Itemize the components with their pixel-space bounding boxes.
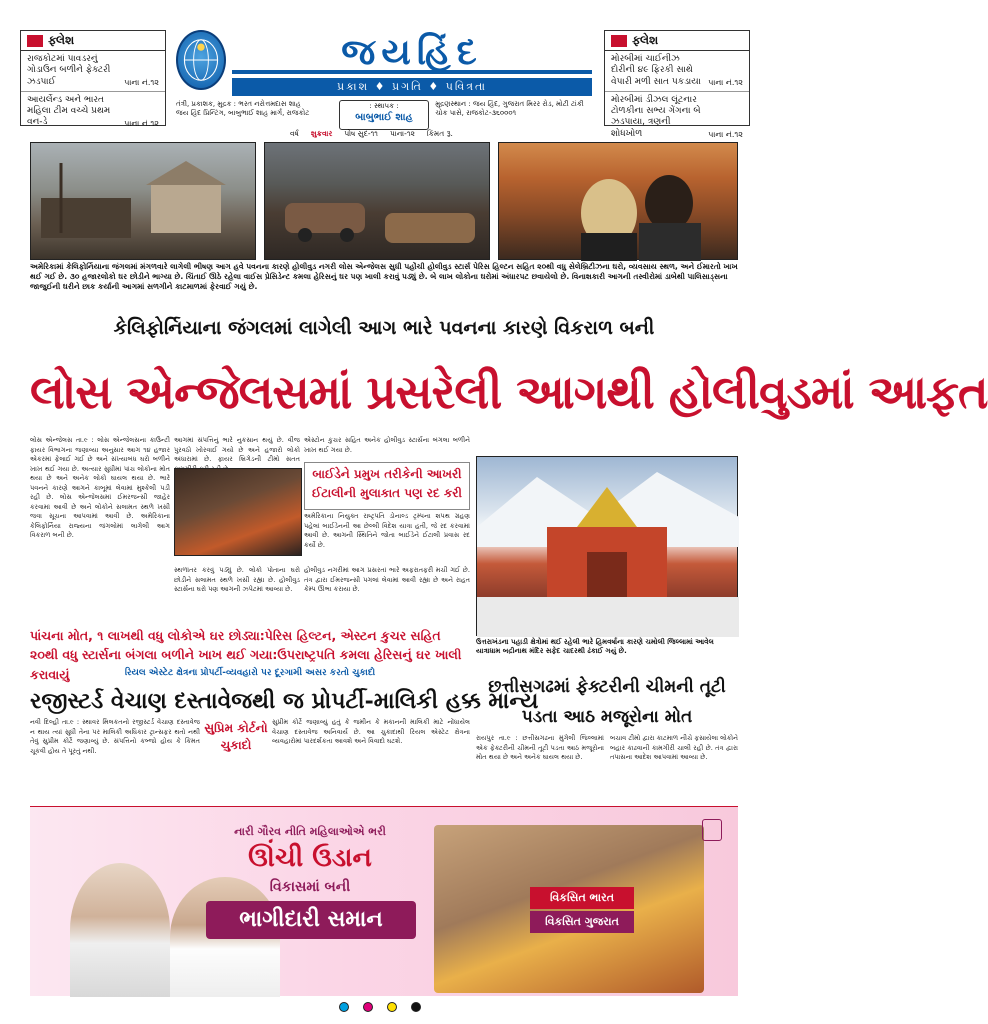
chimney-headline: છત્તીસગઢમાં ફેક્ટરીની ચીમની તૂટી પડતા આઠ મજૂરોના મોત xyxy=(488,677,726,727)
story-column: સ્થળાંતર કરવું પડ્યું છે. લોકો પોતાના ઘરો છોડીને સલામત સ્થળે ખસી રહ્યા છે. હોલીવુડ સ્ટાર્સના ઘરો પણ આગની ઝપેટમાં આવ્યા છે. xyxy=(174,566,300,594)
property-headline: રજીસ્ટર્ડ વેચાણ દસ્તાવેજથી જ પ્રોપર્ટી-માલિકી હક્ક માન્ય xyxy=(30,688,539,714)
property-story: નવી દિલ્હી તા.૯ : સ્થાવર મિલકતનો રજીસ્ટર્ડ વેચાણ દસ્તાવેજ ન થાય ત્યાં સુધી તેના પર માલિકી અધિકાર ટ્રાન્સફર થતો નથી તેવું સુપ્રીમ કોર્ટે જણાવ્યું છે. સંપત્તિનો કબ્જો હોય કે કિંમત ચૂકવી હોય તે પૂરતું નથી. xyxy=(30,718,200,755)
flash-bar-icon xyxy=(27,35,43,47)
masthead-title: જયહિંદ xyxy=(232,30,592,74)
photo-caption: અમેરિકામાં કેલિફોર્નિયાના જંગલમાં મંગળવારે લાગેલી ભીષણ આગ હવે પવનના કારણે હોલીવુડ નગરી લોસ એન્જેલસ સુધી પહોંચી હોલીવુડ સ્ટાર્સ પેરિસ હિલ્ટન સહિત ૨૦થી વધુ સેલેબ્રિટીઝના ઘરો, વ્યવસાય સ્થળ, અને ઈમારતો ખાખ થઈ ગઈ છે. ૩૦ હજારલોકો ઘર છોડીને ભાગ્યા છે. ચિંતાઈ ઊઠે રહેલા વાઈસ પ્રેસિડેન્ટ કમલા હેરિસનું ઘર પણ ખાલી કરાવું પડ્યું છે. બે લાખ લોકોના ઘરોમાં અંધારપટ છવાયેલો છે. વિનાશકારી આગની તસ્વીરોમાં ડાબેથી પાલિસાડ્સના જાજુઈની ઘરીને છાક કર્યાની આગમાં સળગીને કાટમાળમાં ફેરવાઈ ગયું છે. xyxy=(30,262,738,292)
story-column: હોલીવુડ નગરીમાં આગ પ્રસરતાં ભારે અફરાતફરી મચી ગઈ છે. તંત્ર દ્વારા ઈમરજન્સી પગલાં લેવામાં આવી રહ્યા છે અને રાહત કેમ્પ ઊભા કરાયા છે. xyxy=(304,566,470,594)
government-advertisement[interactable] xyxy=(30,806,738,996)
ad-line: નારી ગૌરવ નીતિ મહિલાઓએ ભરી xyxy=(234,825,386,838)
main-headline: લોસ એન્જેલસમાં પ્રસરેલી આગથી હોલીવુડમાં આફત xyxy=(30,365,988,419)
yellow-mark-icon xyxy=(387,1002,397,1012)
biden-story: અમેરિકાના નિયુક્ત રાષ્ટ્રપતિ ડોનાલ્ડ ટ્રમ્પના શપથ ગ્રહણ પહેલાં બાઈડેનની આ છેલ્લી વિદેશ યાત્રા હતી, જે રદ કરવામાં આવી છે. આગની સ્થિતિને જોતા બાઈડેને ઈટાલી પ્રવાસ રદ કર્યો છે. xyxy=(304,512,470,549)
print-registration-marks xyxy=(230,1000,530,1014)
ad-badge: વિકસિત ભારત xyxy=(530,887,634,909)
issue-day: શુક્રવાર xyxy=(310,129,333,138)
flash-right-header xyxy=(605,31,749,51)
masthead xyxy=(176,30,592,108)
ad-line: વિકાસમાં બની xyxy=(269,879,351,895)
kicker: રિયલ એસ્ટેટ ક્ષેત્રના પ્રોપર્ટી-વ્યવહારો પર દૂરગામી અસર કરતો ચુકાદો xyxy=(124,668,376,678)
masthead-tagline: પ્રકાશ ♦ પ્રગતિ ♦ પવિત્રતા xyxy=(232,78,592,96)
address-credits: મુદ્રણસ્થાન : જય હિંદ, ગુજરાત મિરર રોડ, મોટી ટાંકી ચોક પાસે, રાજકોટ-૩૬૦૦૦૧ xyxy=(435,100,584,118)
flash-left-header xyxy=(21,31,165,51)
founder-box xyxy=(339,100,429,130)
issue-line xyxy=(290,129,590,141)
flash-item-page: પાના નં.૧૨ xyxy=(124,77,159,87)
cyan-mark-icon xyxy=(339,1002,349,1012)
magenta-mark-icon xyxy=(363,1002,373,1012)
flash-item-page: પાના નં.૧૨ xyxy=(124,118,159,128)
flash-item-text: રાજકોટમાં પાવડરનું ગોડાઉન બળીને ફેક્ટરી ઝડપાઈ xyxy=(27,54,111,87)
story-column: આગમાં સંપત્તિનું ભારે નુકસાન થયું છે. વીજ પુરવઠો ખોરવાઈ ગયો છે અને હજારો લોકો અંધારામાં છે. ફાયર બ્રિગેડની ટીમો સતત xyxy=(174,436,300,464)
flash-right-item[interactable] xyxy=(605,92,749,143)
badrinath-temple-photo xyxy=(476,456,738,636)
black-mark-icon xyxy=(411,1002,421,1012)
chimney-story: રાયપુર તા.૯ : છત્તીસગઢના મુંગેલી જિલ્લામાં એક ફેક્ટરીની ચીમની તૂટી પડતા આઠ મજૂરોના મોત થયા છે અને અનેક ઘાયલ થયા છે. xyxy=(476,734,604,762)
flash-item-page: પાના નં.૧૨ xyxy=(708,77,743,87)
ad-highlight: ભાગીદારી સમાન xyxy=(206,901,416,939)
press-line: જય હિંદ પ્રિન્ટિંગ, બાબુભાઈ શાહ માર્ગ, રાજકોટ xyxy=(176,109,310,118)
story-column: એસ્ટોન કુચર સહિત અનેક હોલીવુડ સ્ટાર્સના બંગલા બળીને ખાખ થઈ ગયા છે. xyxy=(304,436,470,454)
biden-subhead: બાઈડેને પ્રમુખ તરીકેની આખરી ઈટાલીની મુલાકાત પણ રદ કરી xyxy=(304,462,470,510)
fire-ruins-photo xyxy=(30,142,256,260)
leader-portrait xyxy=(70,863,170,997)
issue-date: પોષ સુદ-૧૧ xyxy=(344,129,378,138)
founder-name: બાબુભાઈ શાહ xyxy=(355,112,413,124)
sub-headline: કેલિફોર્નિયાના જંગલમાં લાગેલી આગ ભારે પવનના કારણે વિકરાળ બની xyxy=(113,317,655,339)
state-emblem-icon xyxy=(702,819,722,841)
editor-line: તંત્રી, પ્રકાશક, મુદ્રક : ભરત નરોત્તમદાસ શાહ xyxy=(176,100,301,108)
flash-bar-icon xyxy=(611,35,627,47)
supreme-court-label: સુપ્રિમ કોર્ટનો ચુકાદો xyxy=(204,721,268,752)
lead-story-column: લોસ એન્જેલસ તા.૯ : લોસ એન્જેલસના કાઉન્ટી ફાયર વિભાગના જણાવ્યા અનુસાર આગ ૧૪ હજાર એકરમાં ફેલાઈ ગઈ છે અને સંખ્યાબંધ ઘરો બળીને ખાખ થઈ ગયા છે. અત્યાર સુધીમાં પાંચ લોકોના મોત થયા છે અને અનેક લોકો ઘાયલ થયા છે. ભારે પવનને કારણે આગને કાબૂમાં લેવામાં મુશ્કેલી પડી રહી છે. લોસ એન્જેલસમાં ઈમરજન્સી જાહેર કરવામાં આવી છે અને લોકોને સલામત સ્થળે ખસી જવા સૂચના આપવામાં આવી છે. અમેરિકાના કેલિફોર્નિયા રાજ્યના જંગલોમાં લાગેલી આગ વિકરાળ બની છે. xyxy=(30,436,170,540)
temple-caption: ઉત્તરાખંડના પહાડી ક્ષેત્રોમાં થઈ રહેલી ભારે હિમવર્ષાના કારણે ચમોલી જિલ્લામાં આવેલ યાત્રાધામ બદ્રીનાથ મંદિર સફેદ ચાદરથી ઢંકાઈ ગયું છે. xyxy=(476,638,714,656)
flash-item-text: મોરબીમાં ડીઝલ લૂંટનાર ટોળકીના સભ્ય ગેંગના બે ઝડપાયા, ત્રણની શોધખોળ xyxy=(611,94,701,139)
burnt-cars-photo xyxy=(264,142,490,260)
weaver-photo xyxy=(434,825,704,993)
ad-title: ઊંચી ઉડાન xyxy=(248,843,372,873)
issue-year: વર્ષ xyxy=(290,129,299,138)
globe-emblem-icon xyxy=(176,30,226,90)
red-strap-headline: પાંચના મોત, ૧ લાખથી વધુ લોકોએ ઘર છોડ્યા:પેરિસ હિલ્ટન, એસ્ટન કુચર સહિત ૨૦થી વધુ સ્ટાર્સના બંગલા બળીને ખાખ થઈ ગયા:ઉપરાષ્ટ્રપતિ કમલા હેરિસનું ઘર ખાલી કરાવાયું xyxy=(30,628,462,682)
flash-left-item[interactable] xyxy=(21,92,165,132)
editor-credits xyxy=(176,100,333,130)
ad-badge: વિકસિત ગુજરાત xyxy=(530,911,634,933)
flash-item-page: પાના નં.૧૨ xyxy=(708,129,743,139)
flash-item-text: મોરબીમાં ચાઈનીઝ દોરીની ૪૯ ફિરકી સાથે વેપારી મળી સાત પકડાયા xyxy=(611,54,701,87)
issue-pages: પાના-૧૨ xyxy=(390,129,415,138)
flash-left-item[interactable] xyxy=(21,51,165,92)
property-story: સુપ્રીમ કોર્ટે જણાવ્યું હતું કે જમીન કે મકાનની માલિકી માટે નોંધાયેલ વેચાણ દસ્તાવેજ અનિવાર્ય છે. આ ચુકાદાથી રિયલ એસ્ટેટ ક્ષેત્રના વ્યવહારોમાં પારદર્શકતા આવશે અને વિવાદો ઘટશે. xyxy=(272,718,470,746)
flash-right xyxy=(604,30,750,139)
rescue-photo xyxy=(174,468,302,556)
chimney-story: બચાવ ટીમો દ્વારા કાટમાળ નીચે ફસાયેલા લોકોને બહાર કાઢવાની કામગીરી ચાલી રહી છે. તંત્ર દ્વારા તપાસના આદેશ આપવામાં આવ્યા છે. xyxy=(610,734,739,762)
flash-left-title: ફ્લેશ xyxy=(48,33,75,47)
issue-price: કિંમત રૂ. xyxy=(426,129,453,138)
masthead-credits xyxy=(176,100,592,130)
flash-right-title: ફ્લેશ xyxy=(632,33,659,47)
founder-label: : સ્થાપક : xyxy=(369,102,399,110)
flash-left xyxy=(20,30,166,126)
flash-right-item[interactable] xyxy=(605,51,749,92)
couple-watching-photo xyxy=(498,142,738,260)
flash-item-text: આયર્લેન્ડ અને ભારત મહિલા ટીમ વચ્ચે પ્રથમ વન-ડે xyxy=(27,94,111,128)
